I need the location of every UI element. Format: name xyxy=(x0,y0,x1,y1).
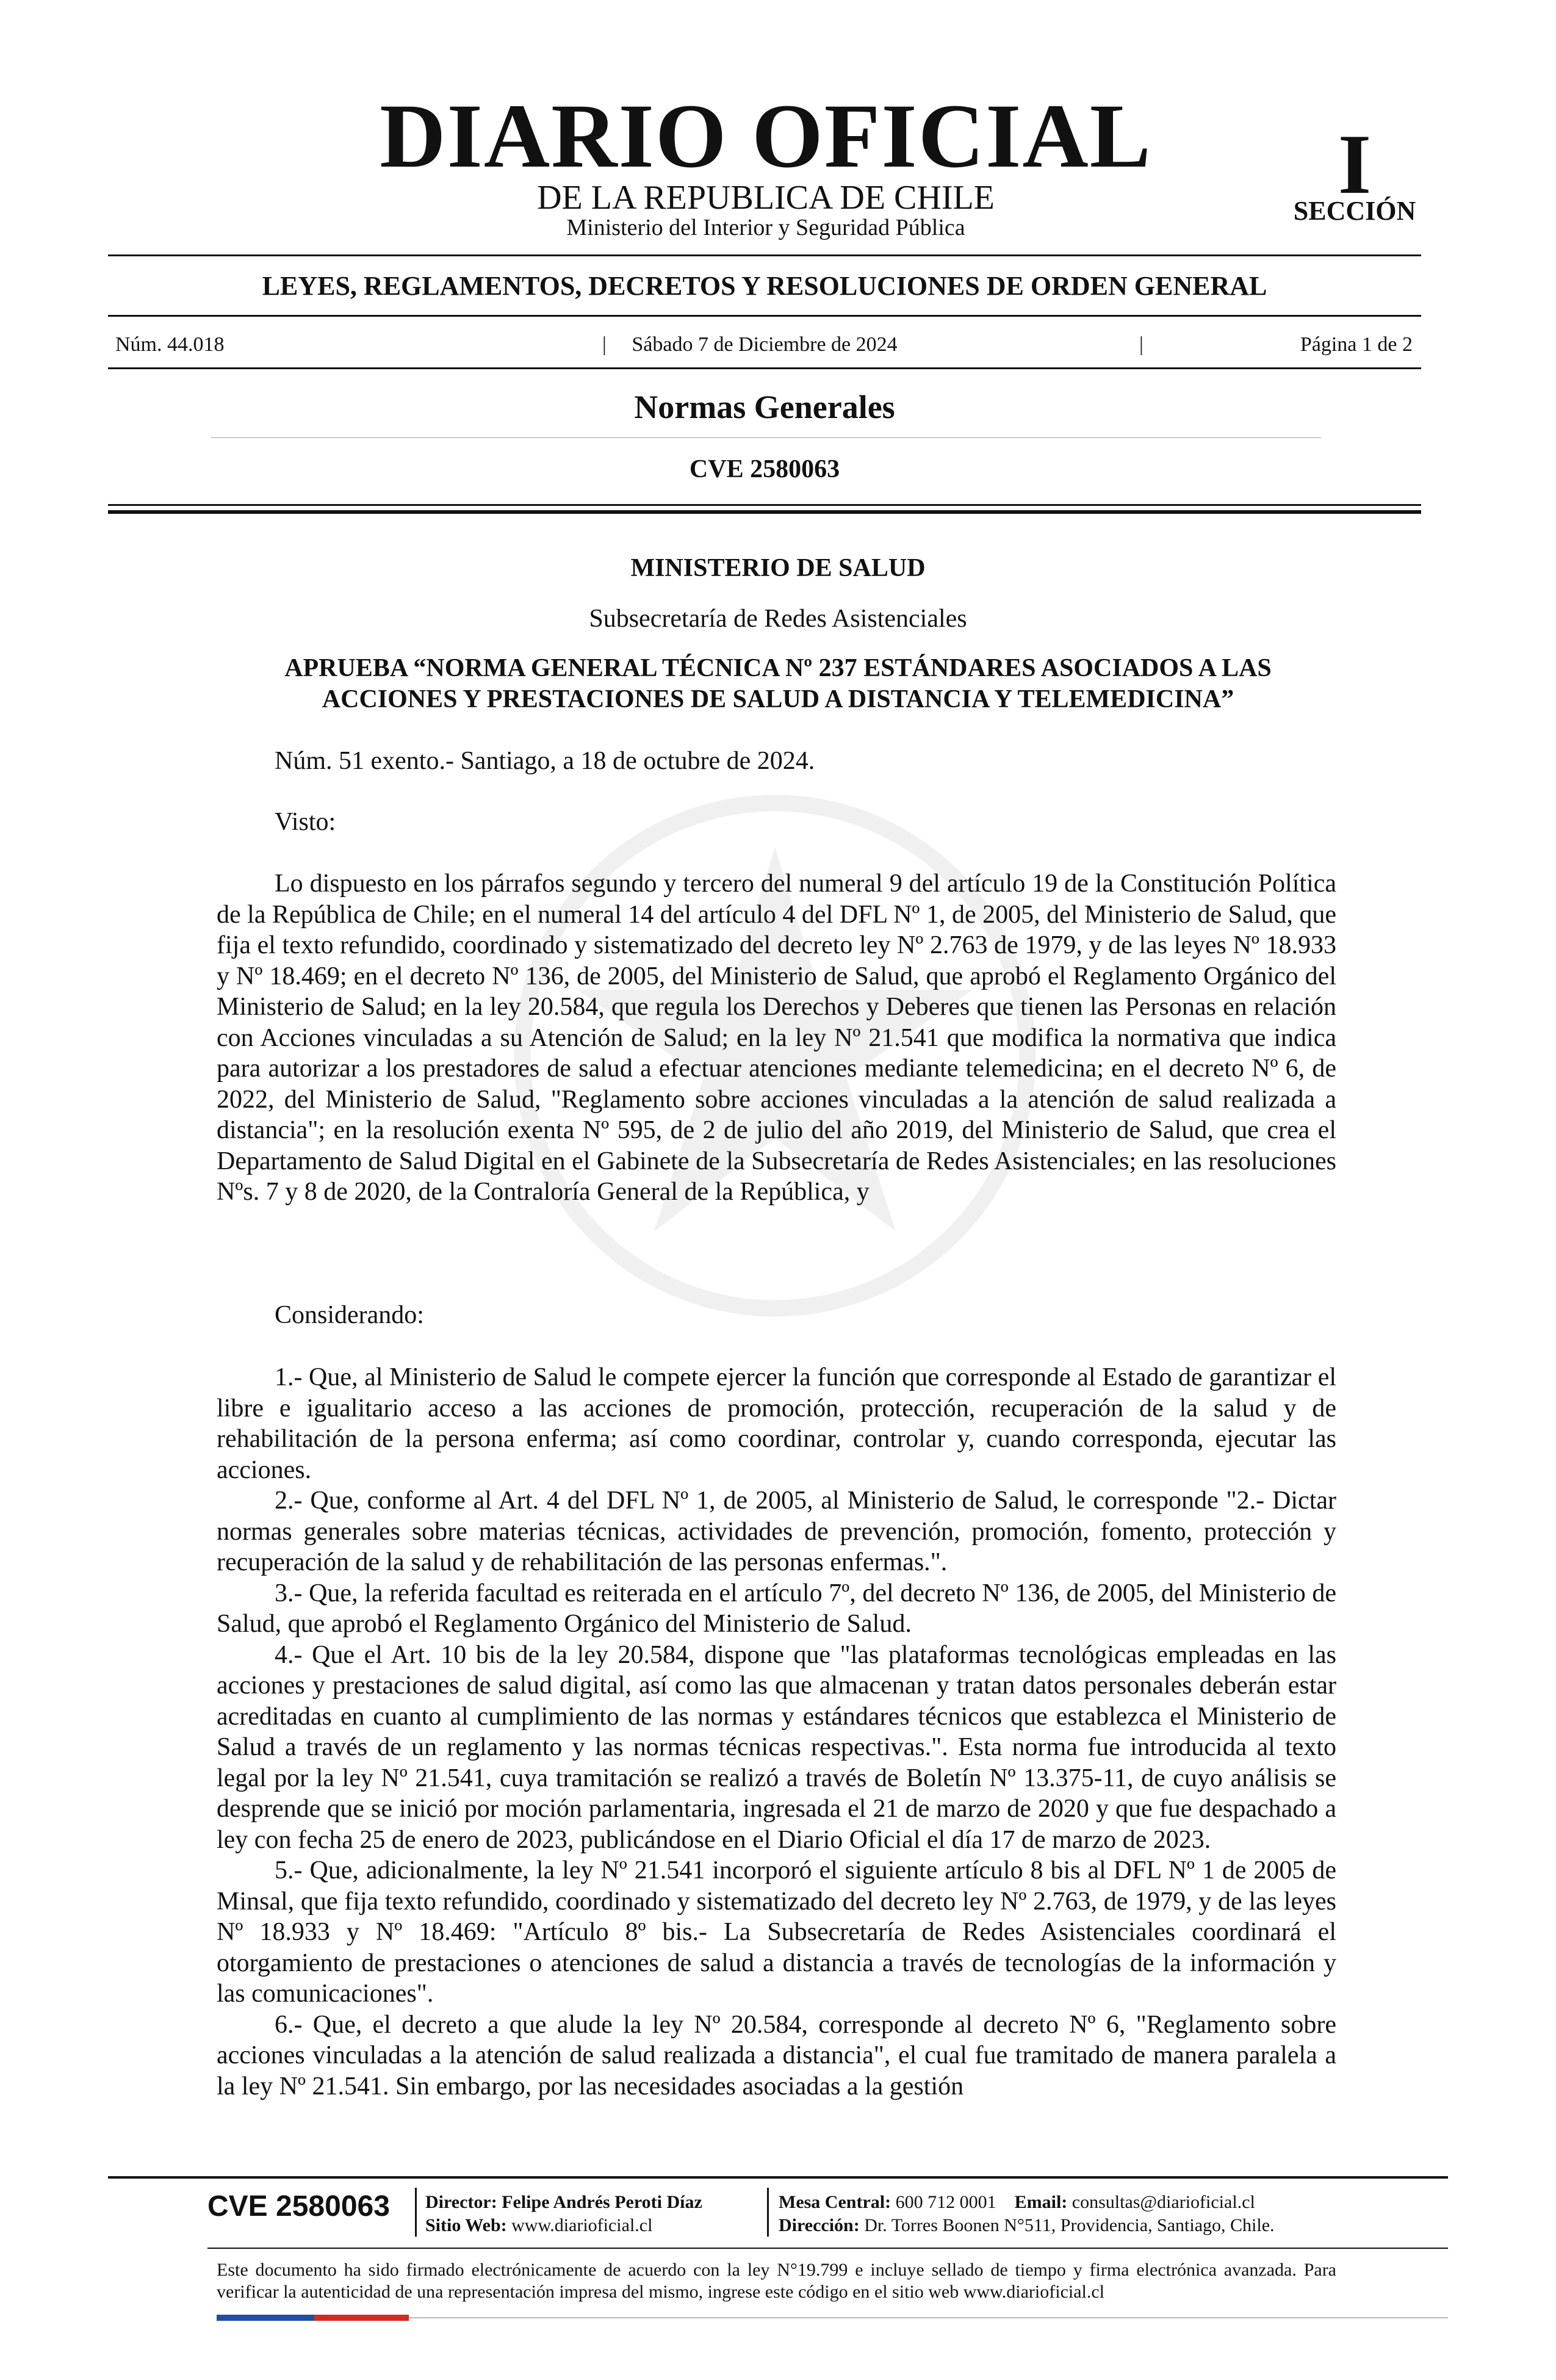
director-label: Director: xyxy=(425,2192,497,2212)
issue-separator: | xyxy=(1139,333,1144,356)
considerando-item: 3.- Que, la referida facultad es reiterada en el artículo 7º, del decreto Nº 136, de 2005, del Ministerio de Salud, que aprobó el Reglamento Orgánico del Ministerio de Salud. xyxy=(217,1579,1336,1638)
footer-cve-code: CVE 2580063 xyxy=(207,2190,390,2223)
footer-contact-block xyxy=(779,2191,1275,2237)
issue-number: Núm. 44.018 xyxy=(115,333,225,356)
flag-stripe-red xyxy=(314,2315,409,2321)
issue-divider xyxy=(108,367,1421,369)
footer-column-separator xyxy=(415,2188,417,2237)
considerando-item: 6.- Que, el decreto a que alude la ley Nº 20.584, corresponde al decreto Nº 6, "Reglamento sobre acciones vinculadas a la atención de salud realizada a distancia", el cual fue tramitado de manera paralela a la ley Nº 21.541. Sin embargo, por las necesidades asociadas a la gestión xyxy=(217,2010,1336,2101)
visto-paragraph: Lo dispuesto en los párrafos segundo y tercero del numeral 9 del artículo 19 de la Constitución Política de la República de Chile; en el numeral 14 del artículo 4 del DFL Nº 1, de 2005, del Ministerio de Salud, que fija el texto refundido, coordinado y sistematizado del decreto ley Nº 2.763 de 1979, y de las leyes Nº 18.933 y Nº 18.469; en el decreto Nº 136, de 2005, del Ministerio de Salud, que aprobó el Reglamento Orgánico del Ministerio de Salud; en la ley 20.584, que regula los Derechos y Deberes que tienen las Personas en relación con Acciones vinculadas a su Atención de Salud; en la ley Nº 21.541 que modifica la normativa que indica para autorizar a los prestadores de salud a efectuar atenciones mediante telemedicina; en el decreto Nº 6, de 2022, del Ministerio de Salud, "Reglamento sobre acciones vinculadas a la atención de salud realizada a distancia"; en la resolución exenta Nº 595, de 2 de julio del año 2019, del Ministerio de Salud, que crea el Departamento de Salud Digital en el Gabinete de la Subsecretaría de Redes Asistenciales; en las resoluciones Nºs. 7 y 8 de 2020, de la Contraloría General de la República, y xyxy=(217,870,1336,1206)
flag-stripe-blue xyxy=(217,2315,314,2321)
section-title: Normas Generales xyxy=(634,389,895,425)
cve-divider-top xyxy=(108,504,1421,506)
section-title-underline xyxy=(211,437,1321,438)
address-label: Dirección: xyxy=(779,2215,860,2235)
issue-date: Sábado 7 de Diciembre de 2024 xyxy=(632,333,898,356)
masthead-ministry: Ministerio del Interior y Seguridad Pública xyxy=(566,215,965,240)
director-name: Felipe Andrés Peroti Díaz xyxy=(502,2192,702,2212)
document-title: APRUEBA “NORMA GENERAL TÉCNICA Nº 237 ESTÁNDARES ASOCIADOS A LAS ACCIONES Y PRESTACIONES DE SALUD A DISTANCIA Y TELEMEDICINA” xyxy=(284,654,1272,714)
site-label: Sitio Web: xyxy=(425,2215,507,2235)
considerando-item: 2.- Que, conforme al Art. 4 del DFL Nº 1, de 2005, al Ministerio de Salud, le corresponde "2.- Dictar normas generales sobre materias técnicas, actividades de prevención, promoción, fomento, protección y recuperación de la salud y de rehabilitación de las personas enfermas.". xyxy=(217,1487,1336,1576)
cve-code: CVE 2580063 xyxy=(689,455,840,483)
issue-separator: | xyxy=(602,333,607,356)
issue-info-row xyxy=(108,334,1421,359)
considerando-item: 4.- Que el Art. 10 bis de la ley 20.584, dispone que "las plataformas tecnológicas empleadas en las acciones y prestaciones de salud digital, así como las que almacenan y tratan datos personales deberán estar acreditadas en cuanto al cumplimiento de las normas y estándares técnicos que establezca el Ministerio de Salud a través de un reglamento y las normas técnicas respectivas.". Esta norma fue introducida al texto legal por la ley Nº 21.541, cuya tramitación se realizó a través de Boletín Nº 13.375-11, de cuyo análisis se desprende que se inició por moción parlamentaria, ingresada el 21 de marzo de 2020 y que fue despachado a ley con fecha 25 de enero de 2023, publicándose en el Diario Oficial el día 17 de marzo de 2023. xyxy=(217,1640,1336,1854)
visto-label: Visto: xyxy=(275,808,336,836)
site-link[interactable]: www.diarioficial.cl xyxy=(511,2215,653,2235)
considerando-label: Considerando: xyxy=(275,1301,424,1329)
footer-notice-divider xyxy=(207,2248,1448,2249)
footer-bottom-rule xyxy=(409,2317,1448,2318)
considerando-item: 1.- Que, al Ministerio de Salud le compete ejercer la función que corresponde al Estado de garantizar el libre e igualitario acceso a las acciones de promoción, protección, recuperación de la salud y de rehabilitación de la persona enferma; así como coordinar, controlar y, cuando corresponda, ejecutar las acciones. xyxy=(217,1363,1336,1484)
cve-divider-bottom xyxy=(108,510,1421,514)
masthead-subtitle: DE LA REPUBLICA DE CHILE xyxy=(537,179,995,217)
banner-divider xyxy=(108,315,1421,317)
masthead-title: DIARIO OFICIAL xyxy=(380,85,1152,187)
page-indicator: Página 1 de 2 xyxy=(1300,333,1413,356)
considerando-item: 5.- Que, adicionalmente, la ley Nº 21.541 incorporó el siguiente artículo 8 bis al DFL Nº 1 de 2005 de Minsal, que fija texto refundido, coordinado y sistematizado del decreto ley Nº 2.763, de 1979, y de las leyes Nº 18.933 y Nº 18.469: "Artículo 8º bis.- La Subsecretaría de Redes Asistenciales coordinará el otorgamiento de prestaciones o atenciones de salud a distancia a través de tecnologías de la información y las comunicaciones". xyxy=(217,1856,1336,2008)
section-number: I xyxy=(1338,117,1372,212)
address-text: Dr. Torres Boonen N°511, Providencia, Santiago, Chile. xyxy=(864,2215,1275,2235)
header-divider xyxy=(108,254,1421,256)
banner-title: LEYES, REGLAMENTOS, DECRETOS Y RESOLUCIONES DE ORDEN GENERAL xyxy=(262,271,1267,301)
document-ministry: MINISTERIO DE SALUD xyxy=(630,554,926,582)
email-link[interactable]: consultas@diarioficial.cl xyxy=(1072,2192,1255,2212)
considerandos-list xyxy=(217,1362,1336,2102)
document-subsecretariat: Subsecretaría de Redes Asistenciales xyxy=(589,605,967,633)
email-label: Email: xyxy=(1014,2192,1068,2212)
footer-director-block xyxy=(425,2191,702,2237)
central-phone: 600 712 0001 xyxy=(895,2192,996,2212)
section-label: SECCIÓN xyxy=(1293,196,1416,226)
decree-number: Núm. 51 exento.- Santiago, a 18 de octubre de 2024. xyxy=(275,747,815,775)
footer-column-separator xyxy=(767,2188,769,2237)
footer-divider xyxy=(108,2176,1448,2179)
footer-notice: Este documento ha sido firmado electrónicamente de acuerdo con la ley N°19.799 e incluye sellado de tiempo y firma electrónica avanzada. Para verificar la autenticidad de una representación impresa del mismo, ingrese este código en el sitio web www.diarioficial.cl xyxy=(217,2260,1336,2302)
central-label: Mesa Central: xyxy=(779,2192,891,2212)
